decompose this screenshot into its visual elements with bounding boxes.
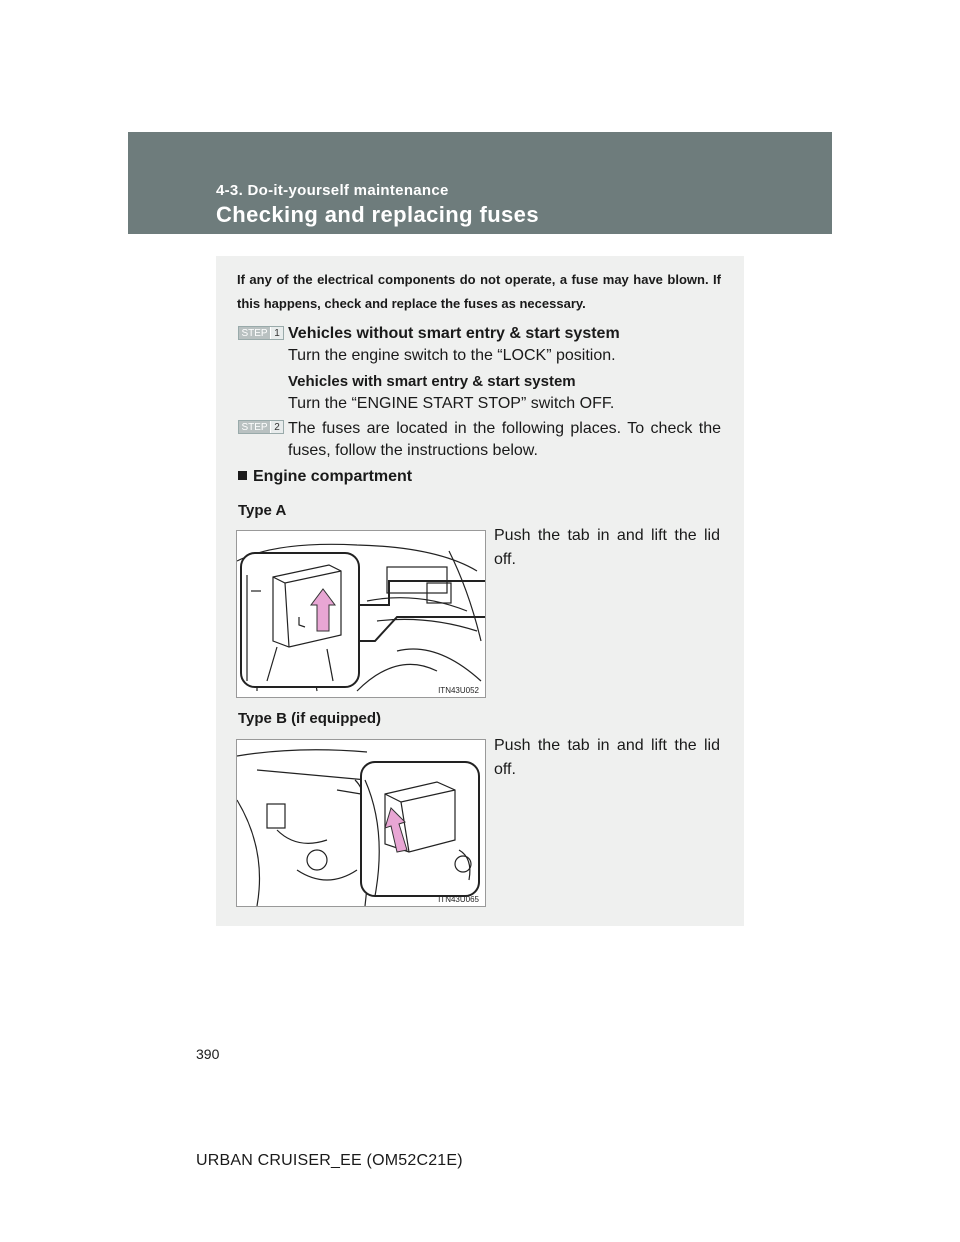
type-b-instruction: Push the tab in and lift the lid off.: [494, 737, 720, 778]
bullet-heading: [238, 468, 412, 486]
figure-code: ITN43U065: [438, 895, 479, 904]
intro-text: If any of the electrical components do not operate, a fuse may have blown. If this happens, check and replace the fuses as necessary.: [237, 272, 721, 311]
step-2-text: The fuses are located in the following places. To check the fuses, follow the instructions below.: [288, 420, 721, 459]
step-word: STEP: [239, 327, 271, 339]
page-title: Checking and replacing fuses: [216, 202, 539, 227]
engine-fuse-box-illustration-a: [236, 530, 486, 698]
engine-compartment-drawing: [237, 531, 485, 697]
step-1-text-2: Turn the “ENGINE START STOP” switch OFF.: [288, 395, 615, 412]
step-number: 2: [271, 421, 283, 433]
step-word: STEP: [239, 421, 271, 433]
engine-compartment-drawing: [237, 740, 485, 906]
type-a-label: Type A: [238, 502, 287, 519]
engine-fuse-box-illustration-b: [236, 739, 486, 907]
type-a-instruction: Push the tab in and lift the lid off.: [494, 527, 720, 568]
section-label: 4-3. Do-it-yourself maintenance: [216, 182, 449, 199]
page-number: 390: [196, 1046, 220, 1062]
step-1-heading-1: Vehicles without smart entry & start system: [288, 325, 620, 342]
bullet-square-icon: [238, 471, 247, 480]
step-1-heading-2: Vehicles with smart entry & start system: [288, 373, 576, 390]
content-panel: [216, 256, 744, 926]
bullet-label: Engine compartment: [253, 468, 413, 485]
step-2-tag: [238, 420, 284, 434]
step-1-text-1: Turn the engine switch to the “LOCK” position.: [288, 347, 616, 364]
footer-model: URBAN CRUISER_EE (OM52C21E): [196, 1152, 463, 1169]
step-1-tag: [238, 326, 284, 340]
type-b-label: Type B (if equipped): [238, 710, 382, 727]
chapter-header: [128, 132, 832, 234]
step-number: 1: [271, 327, 283, 339]
figure-code: ITN43U052: [438, 686, 479, 695]
